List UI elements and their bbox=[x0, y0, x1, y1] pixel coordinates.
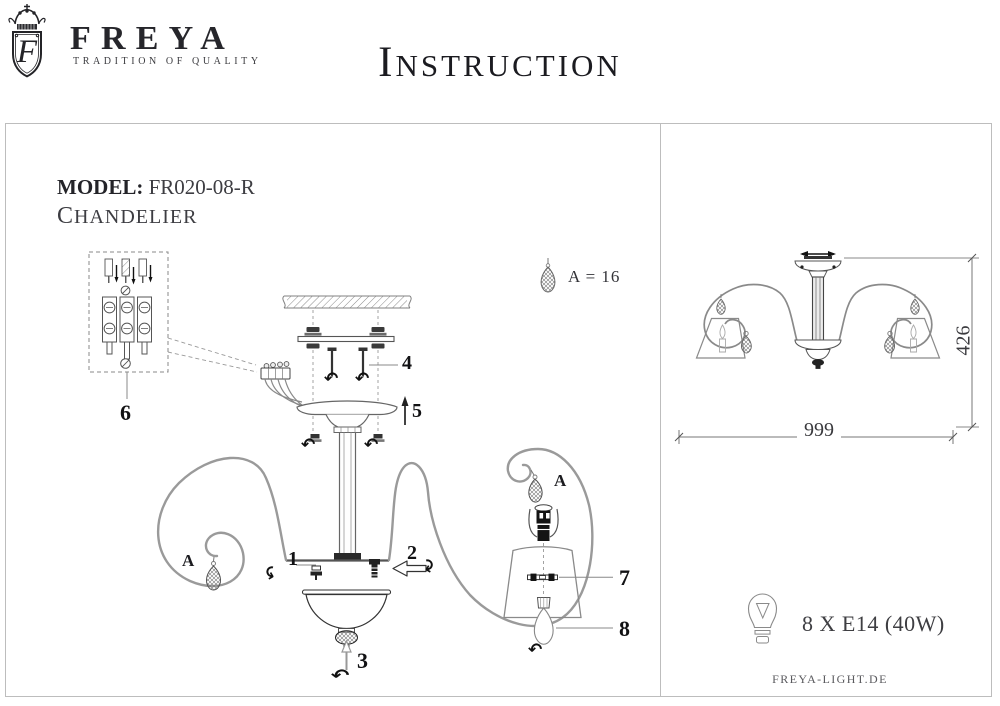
freya-crest-icon bbox=[6, 3, 48, 79]
callout-part-3: 3 bbox=[357, 648, 368, 673]
crystal-left-icon bbox=[206, 557, 220, 590]
model-label: MODEL: bbox=[57, 175, 144, 199]
website: FREYA-LIGHT.DE bbox=[772, 672, 888, 686]
rotate-icon: ↶ bbox=[364, 435, 379, 455]
page-title: INSTRUCTION bbox=[378, 39, 622, 86]
column bbox=[334, 433, 361, 561]
rotate-icon: ↷ bbox=[415, 556, 439, 576]
socket bbox=[529, 505, 558, 597]
dim-height: 426 bbox=[952, 325, 975, 356]
terminal-block bbox=[103, 297, 152, 359]
callout-part-8: 8 bbox=[619, 616, 630, 641]
bulb-spec: 8 X E14 (40W) bbox=[802, 611, 945, 636]
crystal-count-label: A = 16 bbox=[568, 267, 621, 286]
candle-bulb bbox=[534, 598, 613, 645]
callout-part-4: 4 bbox=[402, 352, 412, 374]
wire-connector bbox=[168, 338, 322, 412]
lift-arrow bbox=[402, 396, 409, 425]
callout-part-6: 6 bbox=[120, 400, 131, 425]
screw-1 bbox=[296, 565, 322, 580]
shade-retainer bbox=[528, 574, 614, 581]
bulb-icon bbox=[749, 594, 777, 643]
side-view-center bbox=[795, 251, 841, 369]
rotate-icon: ↶ bbox=[261, 563, 285, 583]
callout-part-1: 1 bbox=[288, 548, 298, 570]
callout-part-5: 5 bbox=[412, 400, 422, 422]
rotate-icon: ↶ bbox=[324, 369, 339, 389]
brand-name: FREYA bbox=[70, 20, 235, 57]
callout-part-2: 2 bbox=[407, 542, 417, 564]
ceiling-hatch bbox=[283, 296, 411, 308]
assembly-diagram bbox=[5, 123, 660, 697]
rotate-icon: ↶ bbox=[330, 666, 350, 686]
rotate-icon: ↶ bbox=[528, 640, 543, 660]
callout-crystal-right: A bbox=[554, 471, 567, 490]
crystal-legend-icon bbox=[541, 258, 555, 292]
dim-width: 999 bbox=[797, 419, 841, 442]
terminal-detail-box bbox=[89, 252, 168, 399]
callout-part-7: 7 bbox=[619, 565, 630, 590]
crest-letter: F bbox=[16, 34, 38, 70]
callout-crystal-left: A bbox=[182, 551, 195, 570]
model-number: FR020-08-R bbox=[148, 175, 255, 199]
side-view-arm bbox=[697, 284, 798, 358]
rotate-icon: ↶ bbox=[355, 369, 370, 389]
rotate-icon: ↶ bbox=[301, 435, 316, 455]
product-type: CHANDELIER bbox=[57, 203, 198, 229]
brand-tagline: TRADITION OF QUALITY bbox=[73, 56, 262, 67]
mounting-bracket bbox=[298, 327, 394, 349]
